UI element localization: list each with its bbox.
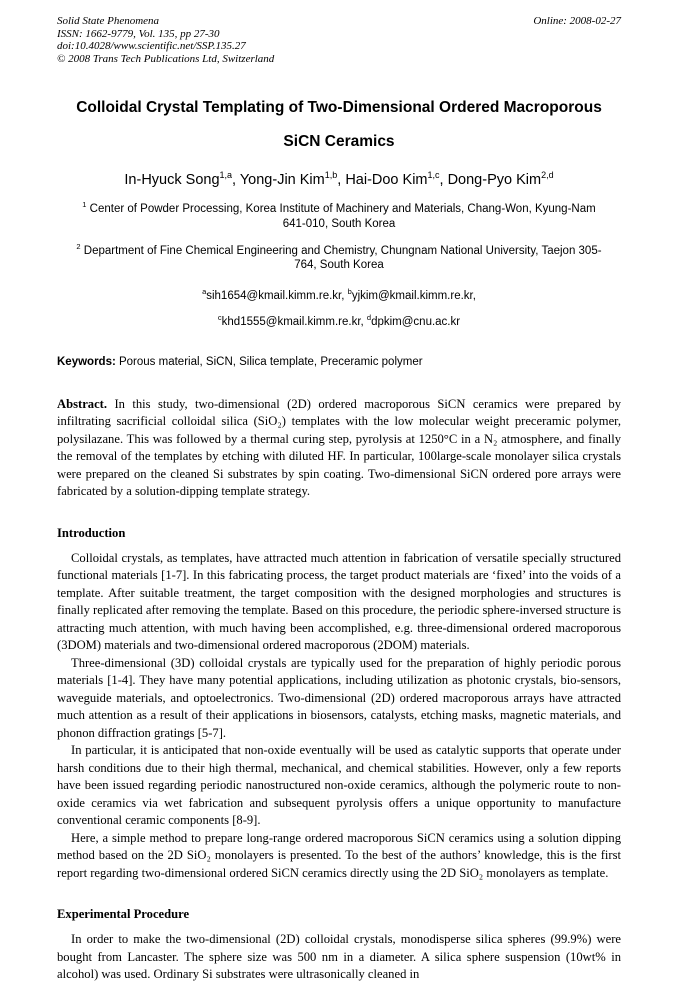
email-line-1 [57,285,621,303]
body-paragraph: In particular, it is anticipated that non-oxide eventually will be used as catalytic supports that operate under harsh conditions due to their high thermal, mechanical, and chemical stabilities. However, only a few reports have been issued regarding periodic nanostructured non-oxide ceramics, although the polymeric route to non-oxide ceramics via wet fabrication and subsequent pyrolysis offers a unique opportunity to manufacture conventional ceramic components [8-9]. [57,743,621,828]
author-separator: , [439,172,448,189]
body-paragraph: In order to make the two-dimensional (2D) colloidal crystals, monodisperse silica spheres (99.9%) were bought from Lancaster. The sphere size was 500 nm in a diameter. A silica sphere suspension (10wt% in alcohol) was used. Ordinary Si substrates were ultrasonically cleaned in [57,932,621,982]
journal-doi-line: doi:10.4028/www.scientific.net/SSP.135.27 [57,40,246,53]
email-mark: b [347,286,352,296]
online-date: Online: 2008-02-27 [533,15,621,27]
email-mark: c [217,312,222,322]
author-separator: , [232,172,240,189]
affiliation-number: 2 [76,242,81,252]
email-line-2 [57,311,621,329]
affiliation-2 [74,240,604,273]
affiliation-1 [74,198,604,231]
paper-title: Colloidal Crystal Templating of Two-Dimensional Ordered Macroporous SiCN Ceramics [76,99,602,151]
email-address: khd1555@kmail.kimm.re.kr, [221,315,367,328]
author-name: Dong-Pyo Kim [447,172,542,189]
abstract-paragraph [57,396,621,501]
affiliation-text: Department of Fine Chemical Engineering and Chemistry, Chungnam National University, Taejon 305-764, South Korea [80,244,602,272]
author-line [57,165,621,190]
keywords-label: Keywords: [57,355,116,368]
author-affil-mark: 2,d [541,170,554,181]
author-separator: , [337,172,346,189]
affiliation-text: Center of Powder Processing, Korea Institute of Machinery and Materials, Chang-Won, Kyung-Nam 641-010, South Korea [86,203,596,230]
body-paragraph: Three-dimensional (3D) colloidal crystals are typically used for the preparation of highly periodic porous materials [1-4]. They have many potential applications, including utilization as photonic crystals, bio-sensors, waveguide materials, and optoelectronics. Two-dimensional (2D) ordered macroporous arrays have attracted much attention as a result of their applications in biosensors, catalysts, etching masks, magnetic materials, and phonon diffraction gratings [5-7]. [57,655,621,740]
journal-issn-line: ISSN: 1662-9779, Vol. 135, pp 27-30 [57,27,220,40]
email-mark: a [202,286,207,296]
journal-header-left [57,15,274,65]
body-paragraph: Colloidal crystals, as templates, have attracted much attention in fabrication of versatile specially structured functional materials [1-7]. In this fabricating process, the target product materials are ‘fixed’ into the voids of a template. After suitable treatment, the target composition with the designed morphologies and structures is finally replicated after removing the template. Based on this procedure, the periodic sphere-inversed structure is attracting much attention, with much having been accomplished, e.g. three-dimensional ordered macroporous (3DOM) materials and two-dimensional ordered macroporous (2DOM) materials. [57,550,621,653]
author-name: Yong-Jin Kim [239,172,325,189]
email-mark: d [366,312,372,322]
journal-name: Solid State Phenomena [57,15,160,27]
abstract-label: Abstract. [57,396,108,411]
email-address: yjkim@kmail.kimm.re.kr, [351,289,476,302]
affiliation-number: 1 [82,200,87,210]
email-address: dpkim@cnu.ac.kr [371,315,461,328]
author-affil-mark: 1,c [427,170,440,181]
email-address: sih1654@kmail.kimm.re.kr, [206,289,348,302]
author-name: In-Hyuck Song [124,172,220,189]
keywords-text: Porous material, SiCN, Silica template, Preceramic polymer [115,355,423,368]
email-block [57,285,621,329]
author-name: Hai-Doo Kim [345,172,428,189]
section-heading-experimental: Experimental Procedure [57,907,190,922]
author-affil-mark: 1,a [219,170,233,181]
body-paragraph: Here, a simple method to prepare long-range ordered macroporous SiCN ceramics using a solution dipping method based on the 2D SiO₂ monolayers is presented. To the best of the authors’ knowledge, this is the first report regarding two-dimensional ordered SiCN ceramics directly using the 2D SiO₂ monolayers as template. [57,830,621,880]
author-affil-mark: 1,b [324,170,338,181]
journal-copyright-line: © 2008 Trans Tech Publications Ltd, Switzerland [57,52,275,65]
abstract-text: In this study, two-dimensional (2D) ordered macroporous SiCN ceramics were prepared by infiltrating sacrificial colloidal silica (SiO₂) templates with the low molecular weight preceramic polymer, polysilazane. This was followed by a thermal curing step, pyrolysis at 1250°C in a N₂ atmosphere, and finally the removal of the templates by etching with diluted HF. In particular, 100large-scale monolayer silica crystals were prepared on the cleaned Si substrates by spin coating. Two-dimensional SiCN ordered pore arrays were fabricated by a solution-dipping template strategy. [57,396,621,499]
journal-header [57,15,621,65]
keywords-line [57,355,621,370]
section-heading-introduction: Introduction [57,525,126,540]
